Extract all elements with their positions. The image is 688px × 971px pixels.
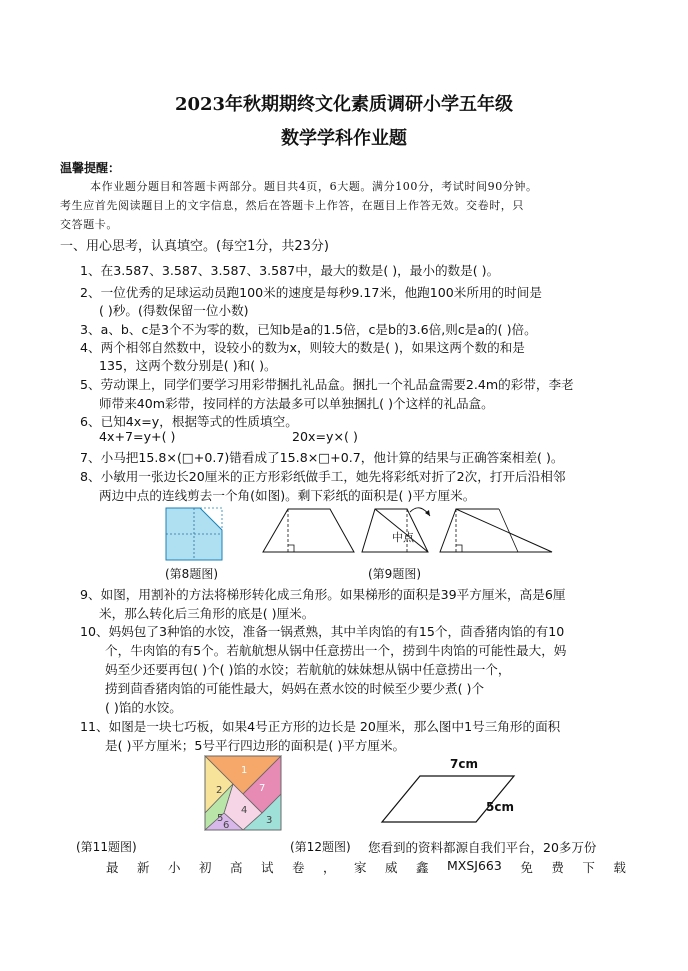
footer-char: 费	[551, 860, 564, 875]
tangram-label-3: 3	[266, 815, 273, 826]
figure-9-midpoint-label: 中点	[392, 531, 414, 544]
figure-9-trapezoid-1	[263, 509, 354, 552]
question-3: 3、a、b、c是3个不为零的数，已知b是a的1.5倍，c是b的3.6倍,则c是a的( )倍。	[80, 322, 537, 337]
footer-char: 最	[106, 860, 119, 875]
question-5-line-1: 5、劳动课上，同学们要学习用彩带捆扎礼品盒。捆扎一个礼品盒需要2.4m的彩带，李老	[80, 377, 574, 392]
question-7: 7、小马把15.8×(□+0.7)错看成了15.8×□+0.7，他计算的结果与正确答案相差( )。	[80, 450, 564, 465]
footer-char: 初	[199, 860, 212, 875]
footer-char: 高	[230, 860, 243, 875]
question-11-line-1: 11、如图是一块七巧板，如果4号正方形的边长是 20厘米，那么图中1号三角形的面积	[80, 719, 561, 734]
notice-line-3: 交答题卡。	[60, 218, 118, 231]
page-subtitle: 数学学科作业题	[281, 128, 407, 149]
page-title: 2023年秋期期终文化素质调研小学五年级	[174, 94, 514, 115]
question-10-line-2: 个，牛肉馅的有5个。若航航想从锅中任意捞出一个，捞到牛肉馅的可能性最大，妈	[105, 643, 567, 658]
question-4-line-2: 135，这两个数分别是( )和( )。	[99, 358, 277, 373]
figure-12-parallelogram	[378, 754, 518, 826]
question-8-line-1: 8、小敏用一张边长20厘米的正方形彩纸做手工，她先将彩纸对折了2次，打开后沿相邻	[80, 469, 566, 484]
question-11-line-2: 是( )平方厘米；5号平行四边形的面积是( )平方厘米。	[105, 738, 406, 753]
question-2-line-2: ( )秒。(得数保留一位小数)	[99, 303, 249, 318]
footer-char: 卷	[292, 860, 305, 875]
footer-char: 免	[520, 860, 533, 875]
footer-line-1: 您看到的资料都源自我们平台，20多万份	[368, 840, 597, 855]
parallelogram-side-label: 5cm	[486, 800, 514, 814]
parallelogram-shape	[382, 776, 514, 822]
tangram-label-1: 1	[241, 765, 248, 776]
figure-9-trapezoid-transform	[262, 506, 564, 554]
footer-char: 鑫	[416, 860, 429, 875]
tangram-label-7: 7	[259, 783, 266, 794]
parallelogram-top-label: 7cm	[450, 757, 478, 771]
footer-code: MXSJ663	[447, 858, 502, 873]
notice-line-2: 考生应首先阅读题目上的文字信息，然后在答题卡上作答，在题目上作答无效。交卷时，只	[60, 199, 524, 212]
question-9-line-2: 米，那么转化后三角形的底是( )厘米。	[99, 606, 315, 621]
question-6-equation-2: 20x=y×( )	[292, 429, 358, 444]
footer-char: 家	[354, 860, 367, 875]
figure-9-triangle	[440, 509, 552, 552]
tangram-label-2: 2	[216, 785, 223, 796]
question-5-line-2: 师带来40m彩带，按同样的方法最多可以单独捆扎( )个这样的礼品盒。	[99, 396, 494, 411]
tangram-label-4: 4	[241, 805, 248, 816]
question-6-line-1: 6、已知4x=y，根据等式的性质填空。	[80, 414, 298, 429]
figure-11-tangram	[204, 755, 282, 831]
question-9-line-1: 9、如图，用割补的方法将梯形转化成三角形。如果梯形的面积是39平方厘米，高是6厘	[80, 587, 566, 602]
question-10-line-1: 10、妈妈包了3种馅的水饺，准备一锅煮熟，其中羊肉馅的有15个，茴香猪肉馅的有10	[80, 624, 565, 639]
question-8-line-2: 两边中点的连线剪去一个角(如图)。剩下彩纸的面积是( )平方厘米。	[99, 488, 476, 503]
footer-char: ，	[323, 860, 336, 875]
question-10-line-4: 捞到茴香猪肉馅的可能性最大，妈妈在煮水饺的时候至少要少煮( )个	[105, 681, 485, 696]
footer-char: 新	[137, 860, 150, 875]
question-6-equation-1: 4x+7=y+( )	[99, 429, 176, 444]
figure-11-caption: (第11题图)	[76, 840, 137, 854]
figure-8-folded-paper	[165, 507, 223, 561]
section-title: 一、用心思考，认真填空。(每空1分，共23分)	[60, 239, 329, 254]
figure-9-caption: (第9题图)	[368, 567, 421, 581]
footer-line-2	[106, 858, 626, 876]
footer-char: 威	[385, 860, 398, 875]
notice-heading: 温馨提醒：	[60, 161, 121, 175]
figure-8-caption: (第8题图)	[165, 567, 218, 581]
question-2-line-1: 2、一位优秀的足球运动员跑100米的速度是每秒9.17米，他跑100米所用的时间是	[80, 285, 542, 300]
question-4-line-1: 4、两个相邻自然数中，设较小的数为x，则较大的数是( )，如果这两个数的和是	[80, 340, 525, 355]
footer-char: 小	[168, 860, 181, 875]
notice-line-1: 本作业题分题目和答题卡两部分。题目共4页，6大题。满分100分，考试时间90分钟。	[90, 180, 538, 193]
footer-char: 下	[582, 860, 595, 875]
question-1: 1、在3.587、3.587、3.587、3.587中，最大的数是( )，最小的数是( )。	[80, 263, 500, 278]
tangram-label-5: 5	[217, 813, 224, 824]
question-10-line-3: 妈至少还要再包( )个( )馅的水饺；若航航的妹妹想从锅中任意捞出一个，	[105, 662, 511, 677]
question-10-line-5: ( )馅的水饺。	[105, 700, 182, 715]
figure-12-caption: (第12题图)	[290, 840, 351, 854]
footer-char: 载	[613, 860, 626, 875]
footer-char: 试	[261, 860, 274, 875]
tangram-label-6: 6	[223, 820, 230, 831]
